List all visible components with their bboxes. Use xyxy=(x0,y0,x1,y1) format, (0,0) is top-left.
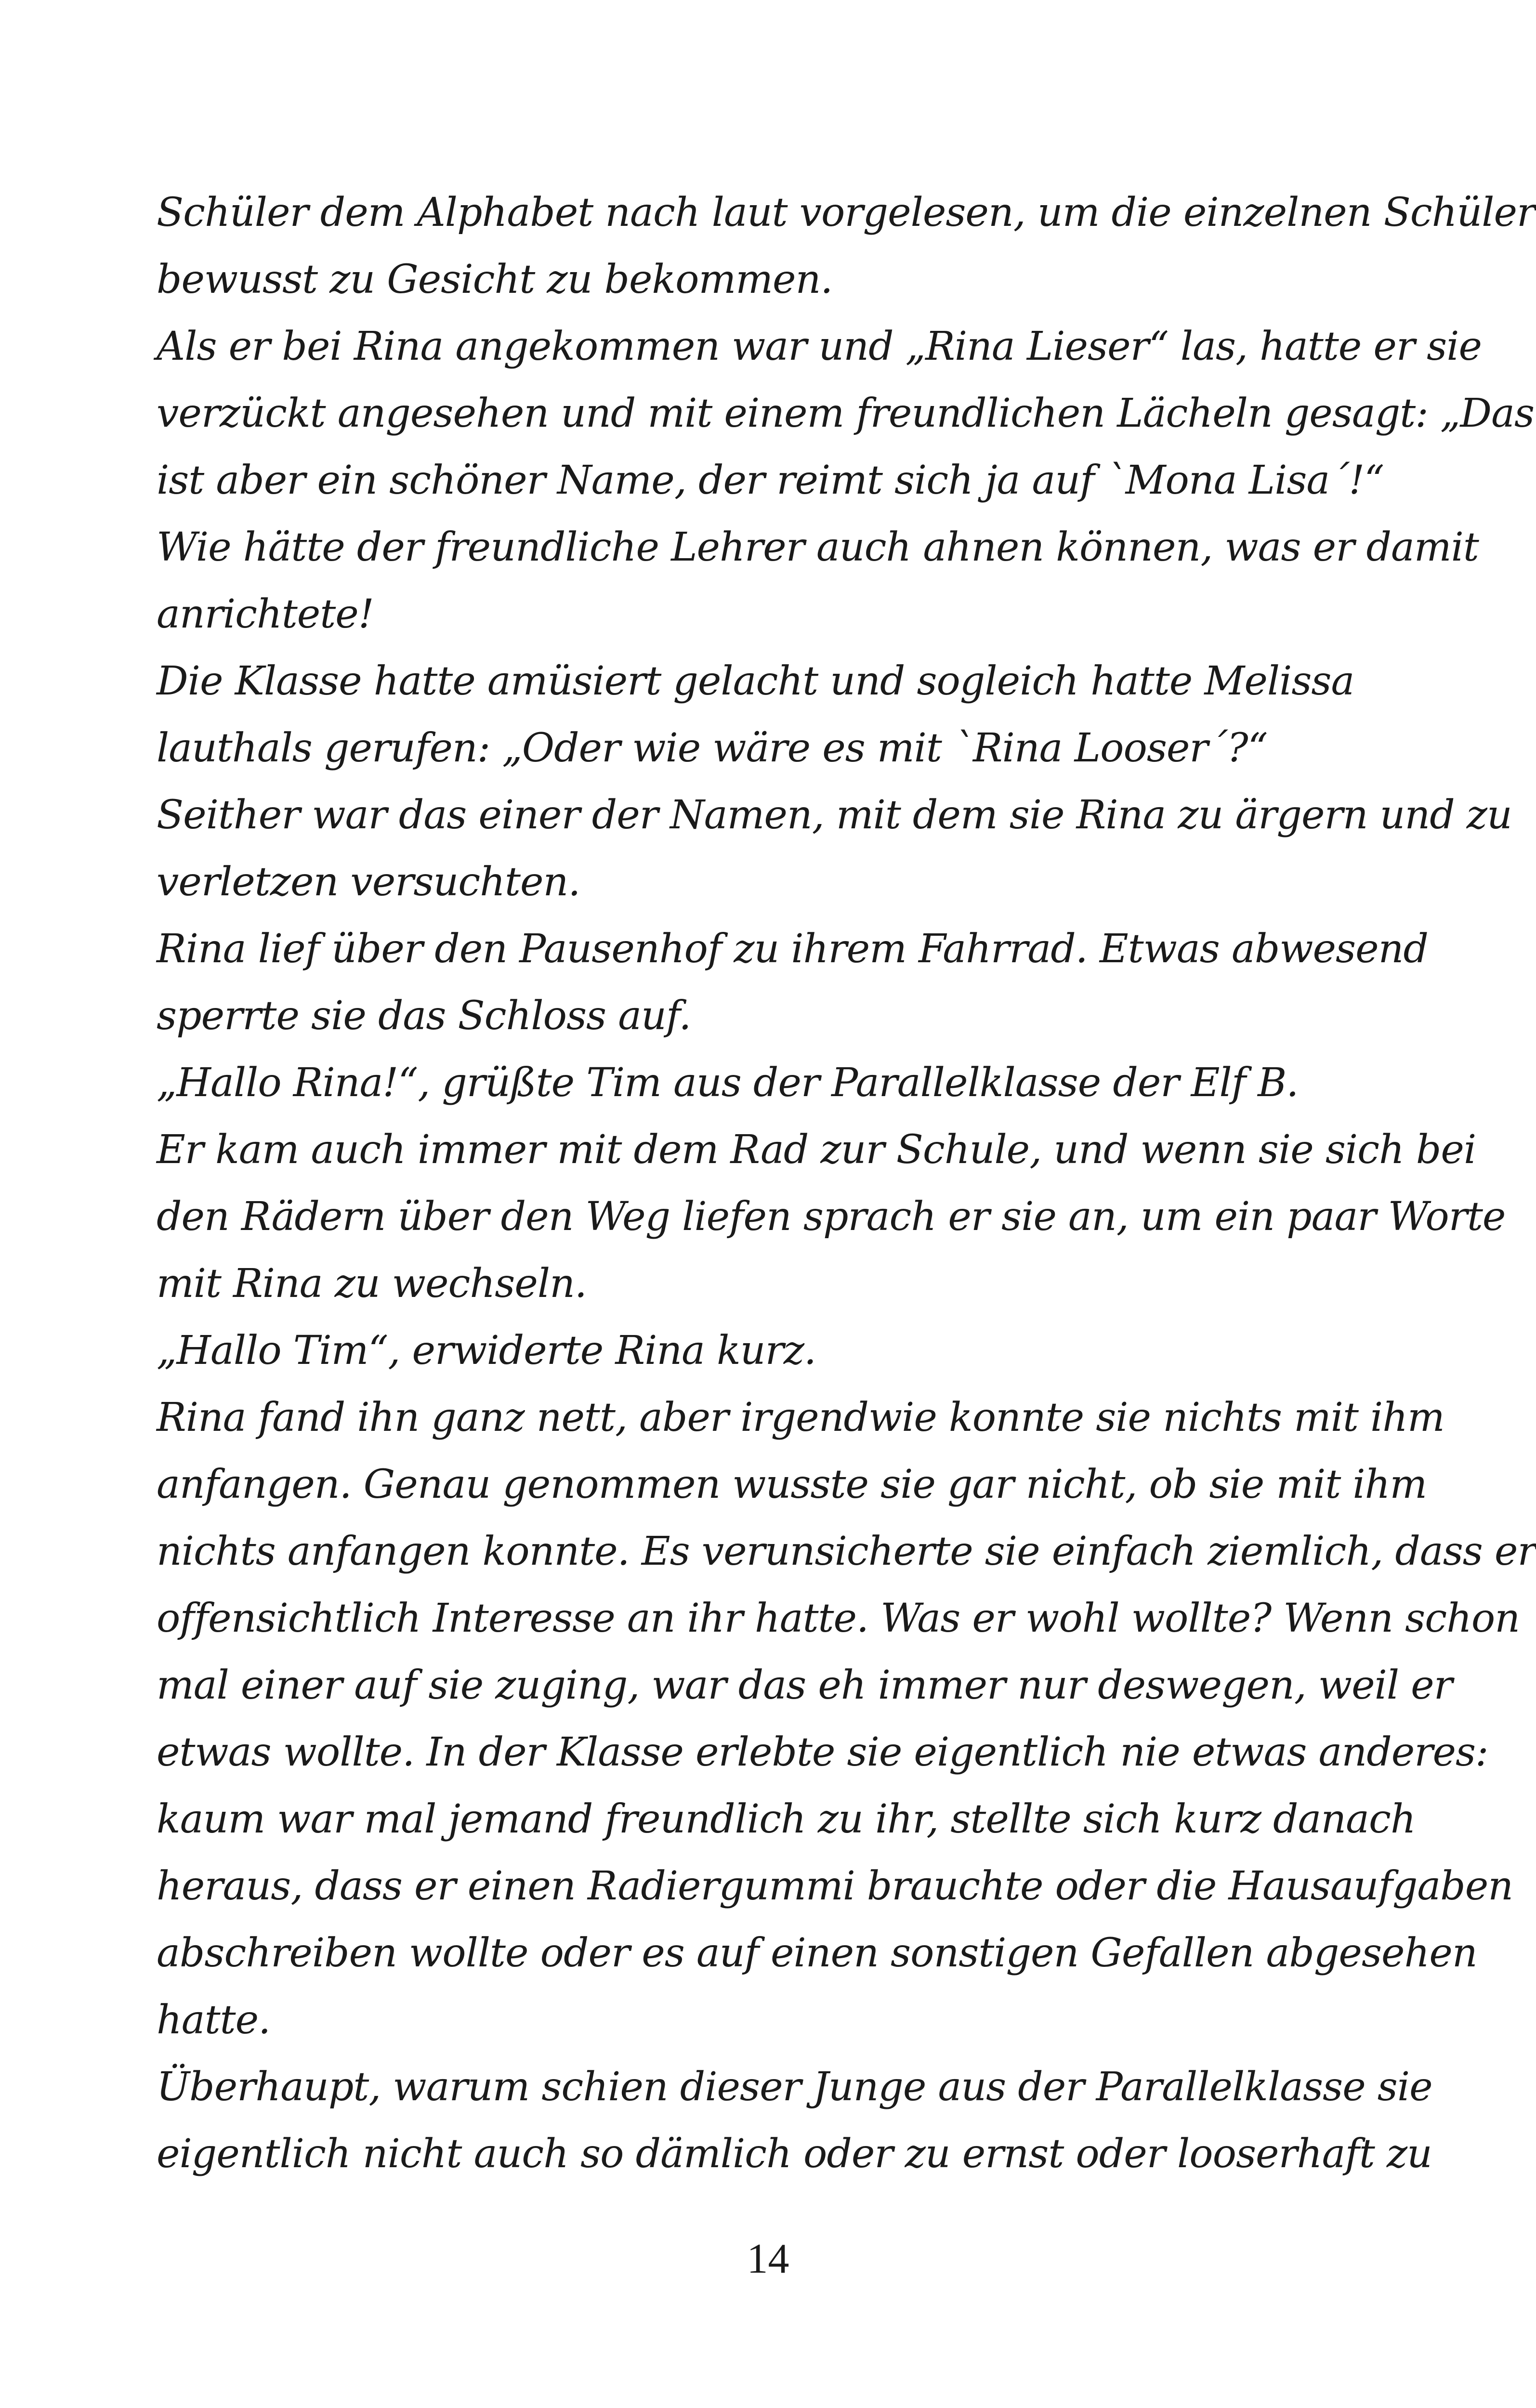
text-line: anrichtete! xyxy=(157,591,374,637)
body-text xyxy=(157,179,1536,2187)
text-line: eigentlich nicht auch so dämlich oder zu ernst oder looserhaft zu xyxy=(157,2131,1432,2177)
text-line: Er kam auch immer mit dem Rad zur Schule, und wenn sie sich bei xyxy=(157,1127,1476,1173)
text-line: ist aber ein schöner Name, der reimt sich ja auf `Mona Lisa´!“ xyxy=(157,458,1384,503)
text-line: Als er bei Rina angekommen war und „Rina Lieser“ las, hatte er sie xyxy=(157,324,1482,369)
text-line: mal einer auf sie zuging, war das eh immer nur deswegen, weil er xyxy=(157,1662,1452,1708)
text-line: nichts anfangen konnte. Es verunsicherte sie einfach ziemlich, dass er xyxy=(157,1529,1536,1574)
text-line: abschreiben wollte oder es auf einen sonstigen Gefallen abgesehen xyxy=(157,1930,1477,1976)
text-line: bewusst zu Gesicht zu bekommen. xyxy=(157,257,833,302)
text-line: verzückt angesehen und mit einem freundlichen Lächeln gesagt: „Das xyxy=(157,391,1535,436)
text-line: etwas wollte. In der Klasse erlebte sie eigentlich nie etwas anderes: xyxy=(157,1729,1488,1775)
text-line: hatte. xyxy=(157,1997,271,2043)
text-line: Überhaupt, warum schien dieser Junge aus der Parallelklasse sie xyxy=(157,2064,1432,2110)
text-line: offensichtlich Interesse an ihr hatte. Was er wohl wollte? Wenn schon xyxy=(157,1596,1520,1641)
text-line: heraus, dass er einen Radiergummi brauchte oder die Hausaufgaben xyxy=(157,1863,1513,1909)
page-number: 14 xyxy=(747,2236,789,2282)
text-line: „Hallo Tim“, erwiderte Rina kurz. xyxy=(157,1328,816,1374)
text-line: Schüler dem Alphabet nach laut vorgelesen, um die einzelnen Schüler xyxy=(157,190,1536,236)
text-line: Rina lief über den Pausenhof zu ihrem Fahrrad. Etwas abwesend xyxy=(157,926,1428,972)
text-line: Rina fand ihn ganz nett, aber irgendwie konnte sie nichts mit ihm xyxy=(157,1395,1444,1440)
text-line: sperrte sie das Schloss auf. xyxy=(157,993,691,1039)
text-line: Wie hätte der freundliche Lehrer auch ahnen können, was er damit xyxy=(157,524,1479,570)
text-line: den Rädern über den Weg liefen sprach er sie an, um ein paar Worte xyxy=(157,1194,1506,1240)
text-line: Seither war das einer der Namen, mit dem sie Rina zu ärgern und zu xyxy=(157,792,1512,838)
text-line: „Hallo Rina!“, grüßte Tim aus der Parallelklasse der Elf B. xyxy=(157,1060,1299,1106)
text-line: anfangen. Genau genommen wusste sie gar nicht, ob sie mit ihm xyxy=(157,1462,1427,1507)
text-line: lauthals gerufen: „Oder wie wäre es mit `Rina Looser´?“ xyxy=(157,725,1268,771)
text-line: mit Rina zu wechseln. xyxy=(157,1261,587,1307)
text-line: verletzen versuchten. xyxy=(157,859,580,905)
text-line: kaum war mal jemand freundlich zu ihr, stellte sich kurz danach xyxy=(157,1796,1416,1842)
text-line: Die Klasse hatte amüsiert gelacht und sogleich hatte Melissa xyxy=(157,658,1354,704)
